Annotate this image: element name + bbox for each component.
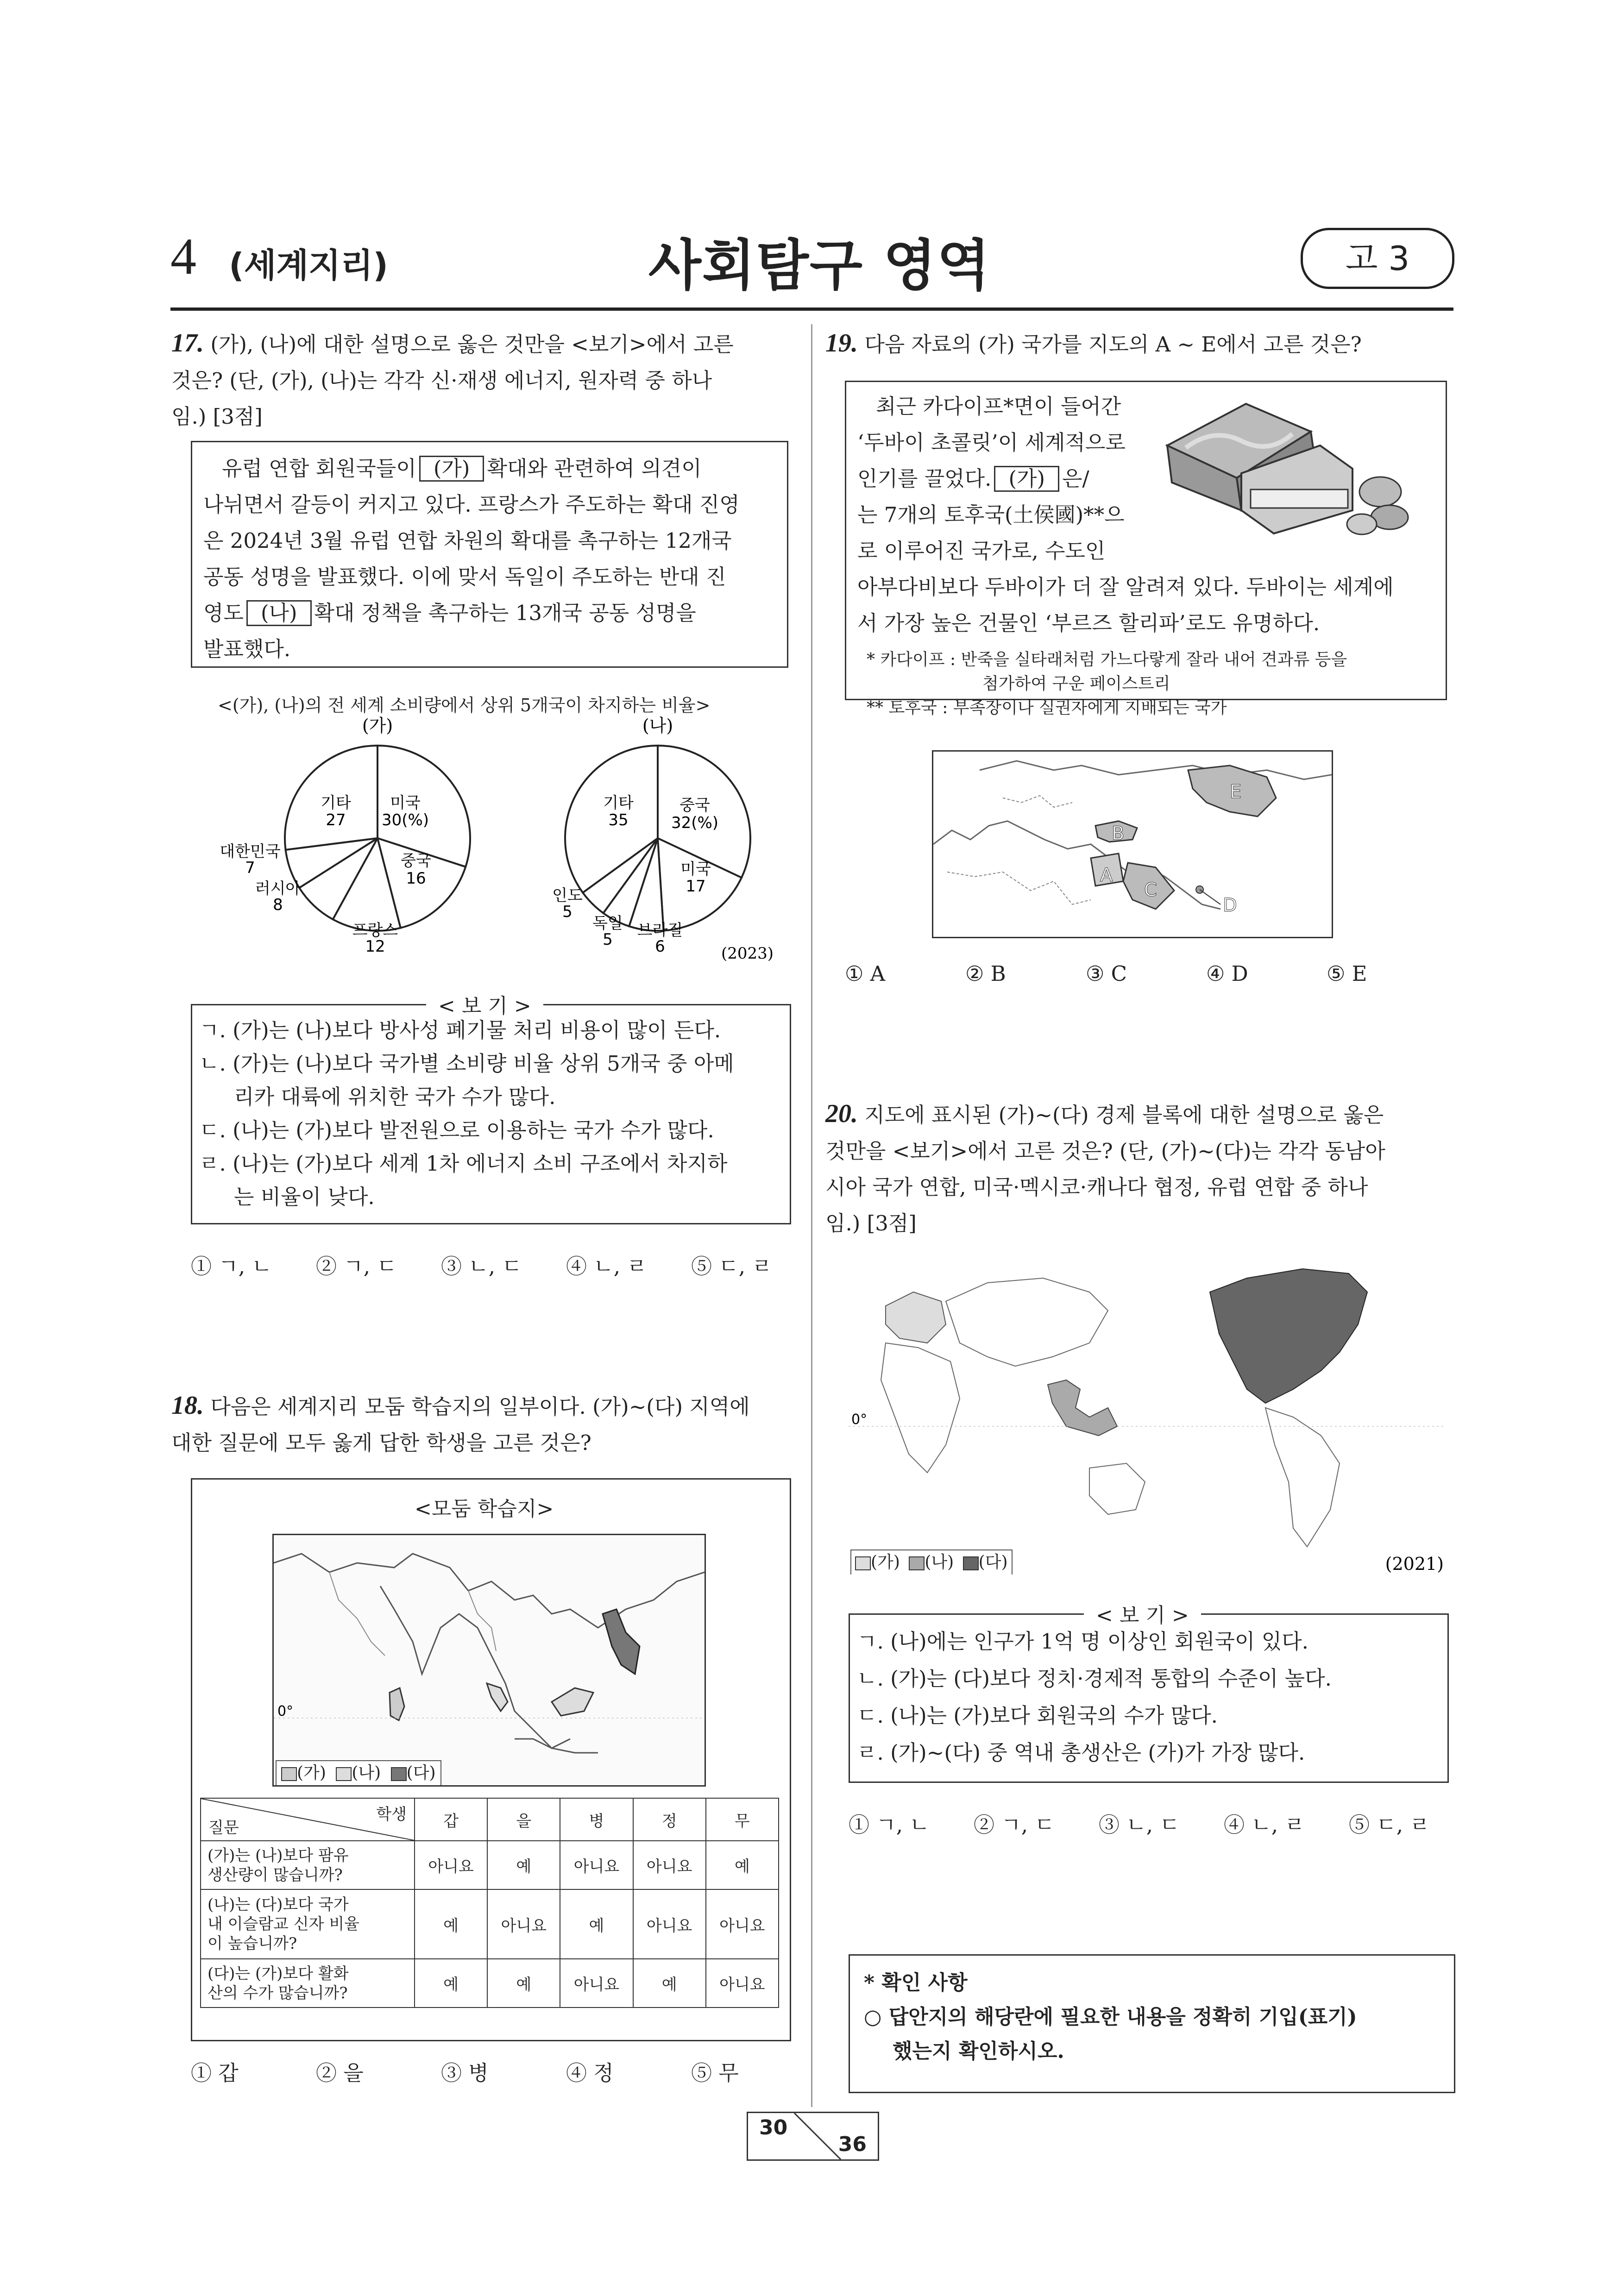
q17-choice-2[interactable]: ② ㄱ, ㄷ [316, 1254, 397, 1279]
q19-choice-5[interactable]: ⑤ E [1327, 961, 1367, 986]
q18-choice-1[interactable]: ① 갑 [191, 2061, 239, 2085]
q17-passage-text: 확대와 관련하여 의견이 [487, 456, 702, 481]
grade-badge [1301, 228, 1454, 289]
q18-student-col: 무 [706, 1798, 779, 1841]
q20-asean [1048, 1380, 1117, 1436]
q18-question-cell: (가)는 (나)보다 팜유 생산량이 많습니까? [201, 1841, 415, 1889]
q19-passage-text: ‘두바이 초콜릿’이 세계적으로 [857, 430, 1126, 455]
notice-box [849, 1954, 1455, 2093]
q17-choices [191, 1249, 793, 1280]
q18-map-svg [274, 1535, 705, 1785]
q19-choice-2[interactable]: ② B [965, 961, 1006, 986]
q18-answer-cell: 아니요 [560, 1841, 633, 1889]
q20-legend-da-swatch [963, 1556, 979, 1570]
q18-question-cell: (다)는 (가)보다 활화 산의 수가 많습니까? [201, 1959, 415, 2007]
q20-stem-line2: 것만을 <보기>에서 고른 것은? (단, (가)~(다)는 각각 동남아 [825, 1139, 1385, 1163]
q20-bogi-title: < 보 기 > [1084, 1599, 1201, 1628]
q18-answer-cell: 예 [487, 1959, 560, 2007]
q20-stem-line1: 지도에 표시된 (가)~(다) 경제 블록에 대한 설명으로 옳은 [864, 1103, 1384, 1127]
q17-passage-text: 발표했다. [203, 637, 291, 661]
pie-a-title: (가) [362, 715, 393, 736]
q18-choice-3[interactable]: ③ 병 [441, 2061, 489, 2085]
q20-world-map [849, 1250, 1446, 1575]
q19-number: 19. [825, 329, 858, 358]
q19-choice-4[interactable]: ④ D [1206, 961, 1248, 986]
q19-passage-text: 최근 카다이프*면이 들어간 [876, 394, 1121, 419]
pie-b-label-brazil: 브라질 [637, 921, 683, 940]
q20-bogi-item: ㄱ. (나)에는 인구가 1억 명 이상인 회원국이 있다. [857, 1629, 1308, 1654]
q17-blank-na: (나) [246, 600, 312, 626]
q17-bogi-item: ㄷ. (나)는 (가)보다 발전원으로 이용하는 국가 수가 많다. [199, 1118, 714, 1142]
q18-region-da [603, 1609, 640, 1674]
q18-answer-cell: 아니요 [415, 1841, 487, 1889]
q18-student-col: 을 [487, 1798, 560, 1841]
q19-choice-3[interactable]: ③ C [1086, 961, 1127, 986]
q19-choice-1[interactable]: ① A [845, 961, 886, 986]
q18-answer-cell: 예 [415, 1889, 487, 1959]
q18-map [272, 1534, 706, 1787]
q20-map-zero: 0° [851, 1411, 868, 1428]
q18-number: 18. [171, 1391, 204, 1420]
q20-legend-ga-swatch [855, 1556, 871, 1570]
q17-bogi-item: ㄱ. (가)는 (나)보다 방사성 폐기물 처리 비용이 많이 든다. [199, 1018, 721, 1042]
q18-header-student: 학생 [376, 1805, 407, 1824]
q18-legend-da-swatch [391, 1767, 407, 1781]
pie-a-value-france: 12 [365, 937, 385, 956]
q18-answer-cell: 예 [487, 1841, 560, 1889]
q19-map-svg [933, 752, 1332, 937]
q18-answer-cell: 아니요 [706, 1959, 779, 2007]
q18-student-col: 갑 [415, 1798, 487, 1841]
q19-passage-text: 아부다비보다 두바이가 더 잘 알려져 있다. 두바이는 세계에 [857, 575, 1394, 599]
q17-chart-caption: <(가), (나)의 전 세계 소비량에서 상위 5개국이 차지하는 비율> [218, 695, 711, 715]
pie-a-value-etc: 27 [326, 811, 346, 829]
q18-student-col: 정 [633, 1798, 706, 1841]
q17-number: 17. [171, 329, 204, 358]
q20-number: 20. [825, 1099, 858, 1128]
pie-a-label-china: 중국 [401, 852, 431, 870]
q17-blank-ga: (가) [419, 456, 484, 482]
q17-stem [171, 325, 801, 435]
pie-b-label-etc: 기타 [603, 794, 634, 812]
q19-footnote-1-cont: 첨가하여 구운 페이스트리 [982, 674, 1170, 693]
q18-legend-na: (나) [352, 1763, 381, 1782]
q20-usmca [1210, 1269, 1367, 1403]
q17-bogi-title: < 보 기 > [426, 989, 543, 1019]
q20-bogi-item: ㄴ. (가)는 (다)보다 정치·경제적 통합의 수준이 높다. [857, 1666, 1332, 1691]
q18-answer-cell: 아니요 [633, 1889, 706, 1959]
q18-choice-5[interactable]: ⑤ 무 [691, 2061, 739, 2085]
header-rule [170, 307, 1453, 311]
pie-a-value-russia: 8 [273, 896, 283, 914]
pie-a-value-usa: 30(%) [381, 811, 429, 829]
pie-a-label-etc: 기타 [321, 794, 351, 812]
pie-b-value-china: 32(%) [671, 814, 719, 832]
page-number-left: 4 [170, 228, 196, 285]
q17-choice-3[interactable]: ③ ㄴ, ㄷ [441, 1254, 522, 1279]
q17-passage-text: 확대 정책을 촉구하는 13개국 공동 성명을 [314, 601, 696, 625]
q18-header-question: 질문 [208, 1819, 239, 1837]
q20-europe [886, 1292, 946, 1343]
q19-label-a: A [1100, 865, 1113, 886]
q18-region-na2 [552, 1688, 593, 1716]
pie-a-label-france: 프랑스 [352, 921, 398, 940]
pie-b-value-germany: 5 [603, 930, 613, 949]
q19-stem-text: 다음 자료의 (가) 국가를 지도의 A ~ E에서 고른 것은? [864, 332, 1362, 357]
page-title: 사회탐구 영역 [648, 233, 991, 297]
pie-a [285, 746, 470, 931]
q18-region-ga [390, 1688, 404, 1720]
q19-stem [825, 325, 1455, 363]
q17-pie-charts [195, 713, 797, 977]
q18-answer-cell: 예 [560, 1889, 633, 1959]
q17-choice-5[interactable]: ⑤ ㄷ, ㄹ [691, 1254, 772, 1279]
pie-a-label-usa: 미국 [390, 794, 421, 812]
q18-stem-line2: 대한 질문에 모두 옳게 답한 학생을 고른 것은? [171, 1430, 591, 1455]
notice-line2: 했는지 확인하시오. [893, 2039, 1064, 2063]
q19-passage-text: 서 가장 높은 건물인 ‘부르즈 할리파’로도 유명하다. [857, 611, 1320, 635]
q18-answer-cell: 아니요 [706, 1889, 779, 1959]
q18-answer-cell: 아니요 [487, 1889, 560, 1959]
q18-choice-2[interactable]: ② 을 [316, 2061, 364, 2085]
q17-bogi-item: 는 비율이 낮다. [234, 1185, 375, 1209]
q18-answer-cell: 예 [415, 1959, 487, 2007]
q19-passage-text: 은/ [1062, 466, 1089, 491]
pie-a-value-china: 16 [406, 869, 426, 888]
q20-choice-4[interactable]: ④ ㄴ, ㄹ [1224, 1813, 1305, 1837]
q18-sheet-title: <모둠 학습지> [415, 1497, 554, 1521]
q17-passage-text: 은 2024년 3월 유럽 연합 차원의 확대를 촉구하는 12개국 [203, 528, 732, 553]
notice-line1: ○ 답안지의 해당란에 필요한 내용을 정확히 기입(표기) [864, 2005, 1357, 2029]
pie-b-label-india: 인도 [552, 886, 583, 905]
q18-answer-cell: 아니요 [560, 1959, 633, 2007]
q18-answer-cell: 아니요 [633, 1841, 706, 1889]
pie-a-label-korea: 대한민국 [220, 842, 281, 861]
q19-label-e: E [1230, 781, 1242, 803]
table-row [201, 1959, 779, 2007]
q18-map-legend [276, 1760, 441, 1786]
q18-table-corner [201, 1798, 415, 1841]
q19-blank-ga: (가) [994, 466, 1059, 492]
q20-choice-2[interactable]: ② ㄱ, ㄷ [974, 1813, 1055, 1837]
pie-b-value-usa: 17 [686, 877, 706, 896]
q19-label-d: D [1223, 895, 1237, 916]
q17-bogi-item: 리카 대륙에 위치한 국가 수가 많다. [234, 1085, 556, 1109]
q20-bogi-item: ㄹ. (가)~(다) 중 역내 총생산은 (가)가 가장 많다. [857, 1740, 1305, 1765]
q18-region-na [487, 1683, 508, 1711]
q18-choices [191, 2056, 784, 2086]
grade-label: 고 3 [1345, 239, 1410, 278]
q17-choice-1[interactable]: ① ㄱ, ㄴ [191, 1254, 272, 1279]
q19-choices [845, 961, 1401, 986]
q20-legend-ga: (가) [871, 1553, 900, 1572]
q17-passage-text: 영도 [203, 601, 244, 625]
pie-b-label-germany: 독일 [592, 914, 623, 933]
q18-answer-table [200, 1798, 779, 2008]
q19-label-b: B [1112, 823, 1125, 844]
q17-passage-text: 공동 성명을 발표했다. 이에 맞서 독일이 주도하는 반대 진 [203, 565, 726, 589]
q17-stem-line2: 것은? (단, (가), (나)는 각각 신·재생 에너지, 원자력 중 하나 [171, 368, 712, 393]
q17-stem-line1: (가), (나)에 대한 설명으로 옳은 것만을 <보기>에서 고른 [210, 332, 734, 357]
pie-b-value-india: 5 [562, 903, 572, 921]
q20-stem [825, 1096, 1455, 1242]
q17-bogi-item: ㄹ. (나)는 (가)보다 세계 1차 에너지 소비 구조에서 차지하 [199, 1151, 728, 1176]
q18-question-cell: (나)는 (다)보다 국가 내 이슬람교 신자 비율 이 높습니까? [201, 1889, 415, 1959]
q17-stem-line3: 임.) [3점] [171, 404, 263, 429]
q20-legend-na: (나) [925, 1553, 954, 1572]
subject-label: (세계지리) [229, 246, 389, 285]
q20-choice-3[interactable]: ③ ㄴ, ㄷ [1099, 1813, 1180, 1837]
q20-choice-5[interactable]: ⑤ ㄷ, ㄹ [1349, 1813, 1430, 1837]
footer-page: 30 [759, 2116, 788, 2139]
q20-choices [849, 1808, 1441, 1838]
q18-legend-da: (다) [406, 1763, 436, 1782]
q18-stem [171, 1387, 801, 1461]
q20-legend-da: (다) [978, 1553, 1008, 1572]
pie-b-title: (나) [642, 715, 673, 736]
column-divider [811, 324, 812, 2107]
pie-a-label-russia: 러시아 [255, 879, 301, 898]
q19-passage-text: 인기를 끌었다. [857, 466, 992, 491]
q17-bogi-item: ㄴ. (가)는 (나)보다 국가별 소비량 비율 상위 5개국 중 아메 [199, 1051, 734, 1076]
q20-bogi-item: ㄷ. (나)는 (가)보다 회원국의 수가 많다. [857, 1703, 1218, 1728]
q18-stem-line1: 다음은 세계지리 모둠 학습지의 일부이다. (가)~(다) 지역에 [210, 1394, 750, 1419]
q18-choice-4[interactable]: ④ 정 [566, 2061, 614, 2085]
footer-total: 36 [838, 2133, 867, 2156]
q18-legend-ga-swatch [281, 1767, 297, 1781]
q20-legend-na-swatch [909, 1556, 925, 1570]
q17-passage-box [191, 441, 788, 668]
q18-legend-ga: (가) [297, 1763, 326, 1782]
table-row [201, 1841, 779, 1889]
q17-passage-text: 나뉘면서 갈등이 커지고 있다. 프랑스가 주도하는 확대 진영 [203, 492, 740, 517]
chocolate-illustration [1158, 390, 1417, 543]
q20-choice-1[interactable]: ① ㄱ, ㄴ [849, 1813, 930, 1837]
q19-footnote-2: ** 토후국 : 부족장이나 실권자에게 지배되는 국가 [867, 698, 1227, 717]
q17-chart-year: (2023) [721, 944, 774, 963]
pie-b-label-usa: 미국 [680, 860, 711, 878]
q17-choice-4[interactable]: ④ ㄴ, ㄹ [566, 1254, 647, 1279]
notice-title: * 확인 사항 [864, 1971, 968, 1995]
q18-answer-cell: 예 [706, 1841, 779, 1889]
q20-map-year: (2021) [1385, 1554, 1444, 1574]
q20-stem-line3: 시아 국가 연합, 미국·멕시코·캐나다 협정, 유럽 연합 중 하나 [825, 1175, 1368, 1199]
q19-passage-text: 는 7개의 토후국(土侯國)**으 [857, 502, 1125, 527]
q20-map-svg [849, 1250, 1446, 1575]
q19-footnote-1: * 카다이프 : 반죽을 실타래처럼 가느다랗게 잘라 내어 견과류 등을 [867, 650, 1347, 669]
q19-passage-text: 로 이루어진 국가로, 수도인 [857, 539, 1106, 563]
q20-stem-line4: 임.) [3점] [825, 1211, 917, 1236]
pie-b [565, 746, 750, 931]
page-footer [747, 2112, 879, 2161]
pie-b-value-etc: 35 [608, 811, 629, 829]
q18-answer-cell: 예 [633, 1959, 706, 2007]
q18-legend-na-swatch [336, 1767, 352, 1781]
pie-b-label-china: 중국 [679, 796, 710, 815]
q18-map-zero: 0° [277, 1703, 294, 1719]
pie-a-value-korea: 7 [245, 859, 255, 877]
q19-map [932, 750, 1333, 938]
pie-b-value-brazil: 6 [655, 937, 665, 956]
table-row [201, 1889, 779, 1959]
q20-map-legend [850, 1549, 1013, 1575]
q19-label-c: C [1144, 879, 1157, 901]
q17-passage-text: 유럽 연합 회원국들이 [222, 456, 416, 481]
q18-student-col: 병 [560, 1798, 633, 1841]
